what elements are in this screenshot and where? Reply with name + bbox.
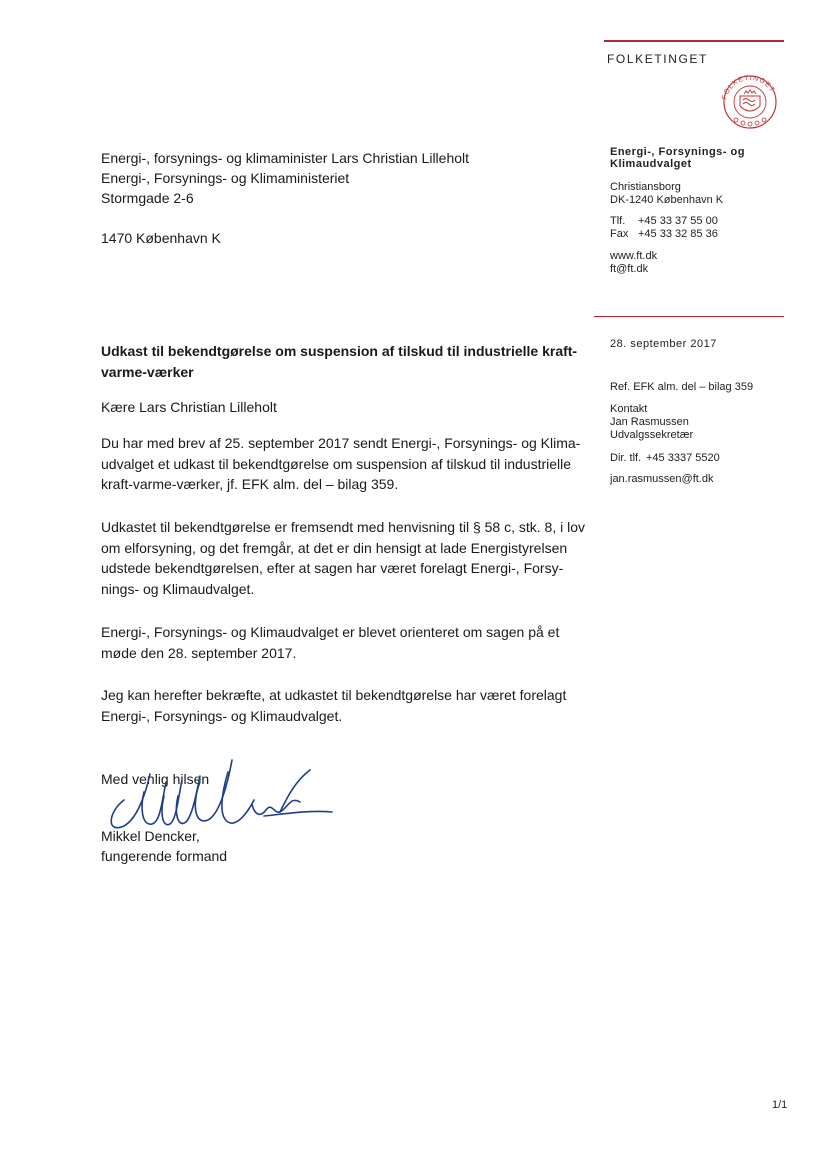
sender-phone-fax: Tlf. +45 33 37 55 00 Fax +45 33 32 85 36 [610, 215, 718, 240]
closing-greeting: Med venlig hilsen [101, 771, 210, 787]
svg-text:FOLKETINGET: FOLKETINGET [721, 74, 776, 101]
recipient-city: 1470 København K [101, 230, 221, 246]
contact-email[interactable]: jan.rasmussen@ft.dk [610, 473, 714, 485]
paragraph-2: Udkastet til bekendtgørelse er fremsendt med henvisning til § 58 c, stk. 8, i lov om elforsyning, og det fremgår, at det er din hensigt at lade Energistyrelsen udstede bekendtgørelsen, efter at sagen har været forelagt Energi-, Forsy- nings- og Klimaudvalget. [101, 519, 586, 597]
letter-date: 28. september 2017 [610, 338, 717, 350]
sender-address: Christiansborg DK-1240 København K [610, 181, 724, 206]
side-rule [594, 316, 784, 317]
page-number: 1/1 [772, 1099, 788, 1111]
handwritten-signature [104, 752, 334, 832]
letter-subject: Udkast til bekendtgørelse om suspension af tilskud til industrielle kraft- varme-værker [101, 343, 578, 380]
contact-block: Kontakt Jan Rasmussen Udvalgssekretær [610, 403, 694, 441]
salutation: Kære Lars Christian Lilleholt [101, 399, 277, 415]
header-rule [604, 40, 784, 42]
sender-web-email [610, 250, 810, 276]
signer-title: fungerende formand [101, 848, 228, 864]
org-name: FOLKETINGET [607, 52, 708, 66]
paragraph-1: Du har med brev af 25. september 2017 sendt Energi-, Forsynings- og Klima- udvalget et udkast til bekendtgørelse om suspension af tilskud til industrielle kraft-varme-værker, jf. EFK alm. del – bilag 359. [101, 435, 581, 492]
committee-name: Energi-, Forsynings- og Klimaudvalget [610, 146, 745, 170]
signer-name: Mikkel Dencker, [101, 828, 200, 844]
recipient-address: Energi-, forsynings- og klimaminister Lars Christian Lilleholt Energi-, Forsynings- og Klimaministeriet Stormgade 2-6 [101, 150, 470, 206]
paragraph-3: Energi-, Forsynings- og Klimaudvalget er blevet orienteret om sagen på et møde den 28. september 2017. [101, 624, 560, 661]
direct-phone: Dir. tlf. +45 3337 5520 [610, 452, 720, 464]
folketinget-seal-logo [716, 72, 784, 130]
paragraph-4: Jeg kan herefter bekræfte, at udkastet til bekendtgørelse har været forelagt Energi-, Forsynings- og Klimaudvalget. [101, 687, 567, 724]
reference: Ref. EFK alm. del – bilag 359 [610, 381, 754, 393]
email-link[interactable]: ft@ft.dk [610, 263, 649, 275]
website-link[interactable]: www.ft.dk [610, 250, 658, 262]
